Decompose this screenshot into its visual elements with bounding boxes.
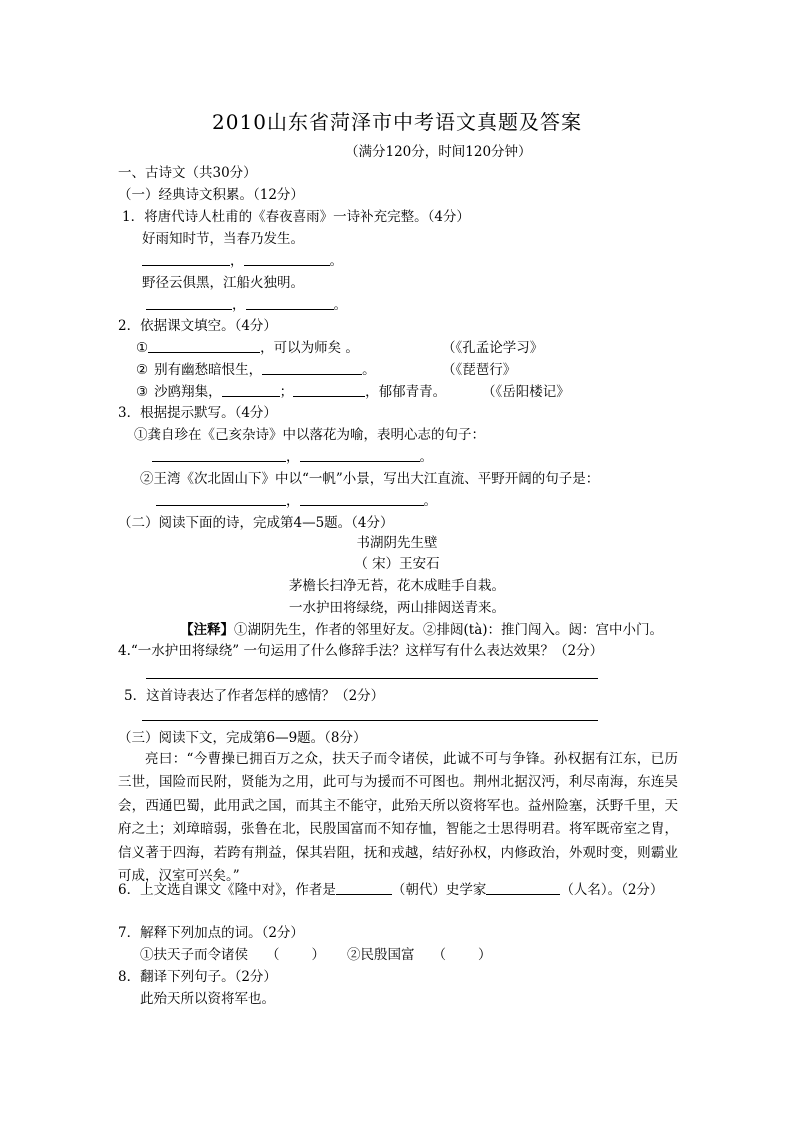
q3-item2: ②王湾《次北固山下》中以“一帆”小景，写出大江直流、平野开阔的句子是： (140, 471, 600, 487)
answer-blank[interactable] (148, 339, 260, 353)
poem-title: 书湖阴先生壁 (356, 535, 438, 551)
q2-item2: ② 别有幽愁暗恨生， 。 (136, 362, 376, 378)
poem-line2: 一水护田将绿绕，两山排闼送青来。 (289, 600, 505, 616)
q1-blank-row1: ， 。 (142, 251, 343, 271)
q3-item1: ①龚自珍在《己亥杂诗》中以落花为喻，表明心志的句子： (134, 427, 485, 443)
q2-item3-source: （《岳阳楼记》 (482, 384, 570, 400)
q6-prompt: 6．上文选自课文《隆中对》，作者是 （朝代）史学家 （人名）。（2分） (118, 882, 664, 898)
answer-blank[interactable] (146, 296, 232, 310)
q1-poem-line1: 好雨知时节，当春乃发生。 (142, 231, 304, 247)
part2-heading: （二）阅读下面的诗，完成第4—5题。（4分） (118, 515, 394, 531)
page-title: 2010山东省菏泽市中考语文真题及答案 (212, 110, 582, 134)
q5-answer-line[interactable] (142, 720, 598, 721)
q1-poem-line2: 野径云俱黑，江船火独明。 (142, 275, 304, 291)
q1-prompt: 1．将唐代诗人杜甫的《春夜喜雨》一诗补充完整。（4分） (122, 209, 470, 225)
answer-blank[interactable] (293, 383, 365, 397)
classical-passage: 亮曰：“今曹操已拥百万之众，扶天子而令诸侯，此诚不可与争锋。孙权据有江东，已历三世，国险而民附，贤能为之用，此可与为援而不可图也。荆州北据汉沔，利尽南海，东连吴会，西通巴蜀，此用武之国，而其主不能守，此殆天所以资将军也。益州险塞，沃野千里，天府之土；刘璋暗弱，张鲁在北，民殷国富而不知存恤，智能之士思得明君。将军既帝室之胄，信义著于四海，若跨有荆益，保其岩阻，抚和戎越，结好孙权，内修政治，外观时变，则霸业可成，汉室可兴矣。” (118, 751, 678, 885)
part3-heading: （三）阅读下文，完成第6—9题。（8分） (118, 730, 367, 746)
q2-item1: ① ，可以为师矣 。 (136, 340, 359, 356)
poem-note: 【注释】①湖阴先生，作者的邻里好友。②排闼(tà)：推门闯入。闼：宫中小门。 (180, 622, 664, 638)
q4-answer-line[interactable] (146, 678, 598, 679)
poem-line1: 茅檐长扫净无苔，花木成畦手自栽。 (289, 578, 505, 594)
q2-item1-source: （《孔孟论学习》 (442, 340, 544, 356)
q7-prompt: 7．解释下列加点的词。（2分） (118, 925, 304, 941)
q1-blank-row2: ， 。 (146, 295, 347, 315)
q4-prompt: 4.“一水护田将绿绕” 一句运用了什么修辞手法？这样写有什么表达效果？（2分） (118, 643, 604, 659)
answer-blank[interactable] (244, 252, 330, 266)
q3-prompt: 3．根据提示默写。（4分） (118, 405, 277, 421)
answer-blank[interactable] (262, 361, 362, 375)
answer-blank[interactable] (300, 492, 424, 506)
answer-blank[interactable] (300, 448, 420, 462)
poem-author: （ 宋）王安石 (354, 556, 440, 572)
page-subtitle: （满分120分，时间120分钟） (345, 144, 532, 160)
q3-blank-row1: ， 。 (152, 447, 433, 467)
q3-blank-row2: ， 。 (156, 491, 437, 511)
answer-blank[interactable] (222, 383, 280, 397)
q8-prompt: 8．翻译下列句子。（2分） (118, 969, 277, 985)
q7-items: ①扶天子而令诸侯 （ ） ②民殷国富 （ ） (140, 947, 492, 963)
answer-blank[interactable] (486, 881, 560, 895)
q2-prompt: 2．依据课文填空。（4分） (118, 318, 277, 334)
part1-heading: （一）经典诗文积累。（12分） (118, 187, 304, 203)
answer-blank[interactable] (142, 252, 230, 266)
q8-sentence: 此殆天所以资将军也。 (140, 991, 275, 1007)
answer-blank[interactable] (336, 881, 392, 895)
answer-blank[interactable] (246, 296, 334, 310)
q5-prompt: 5．这首诗表达了作者怎样的感情？（2分） (124, 688, 385, 704)
section1-heading: 一、古诗文（共30分） (118, 165, 257, 181)
answer-blank[interactable] (156, 492, 286, 506)
q2-item3: ③ 沙鸥翔集， ； ，郁郁青青。 (136, 384, 447, 400)
q2-item2-source: （《琵琶行》 (442, 362, 517, 378)
answer-blank[interactable] (152, 448, 286, 462)
